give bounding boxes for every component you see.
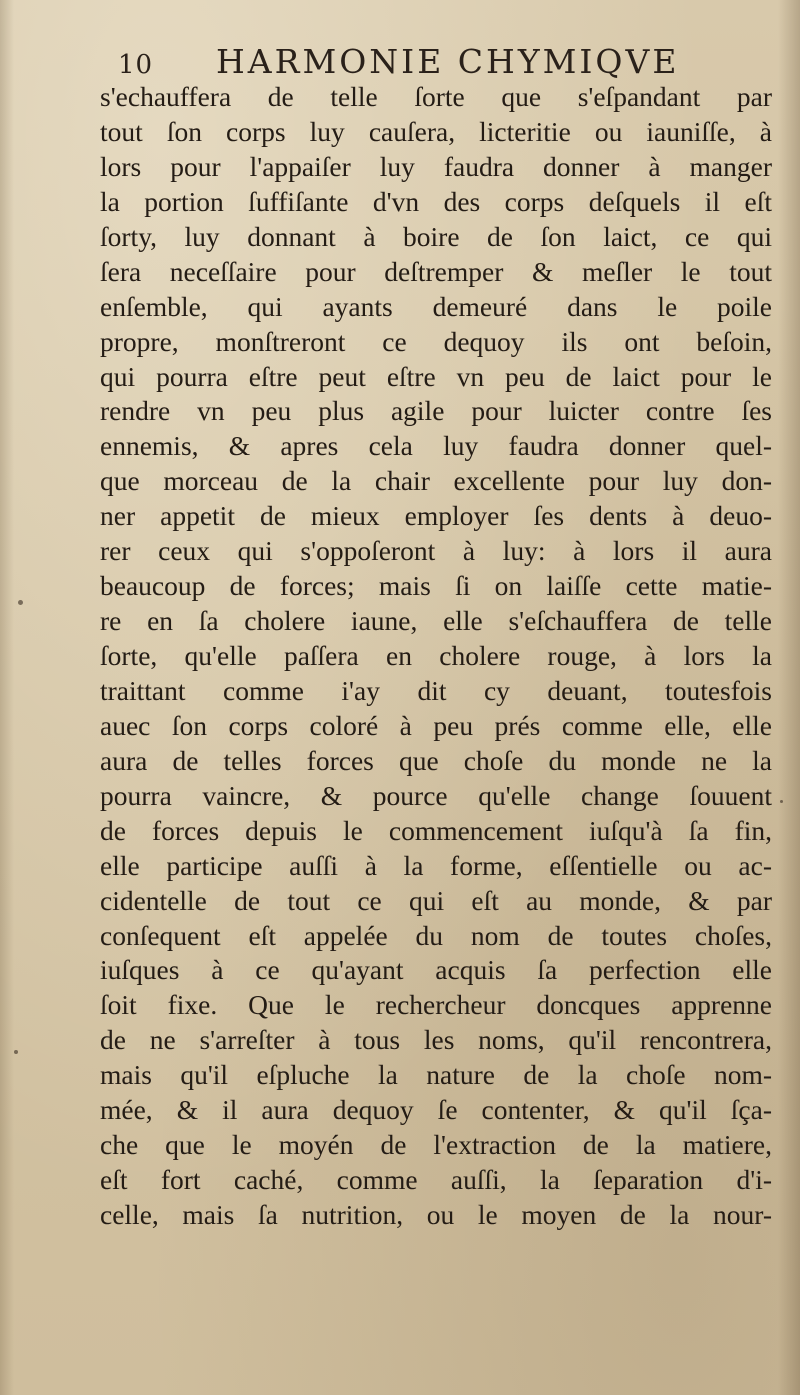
text-line: la portion ſuffiſante d'vn des corps deſquels il eſt	[100, 185, 772, 217]
text-line: mée, & il aura dequoy ſe contenter, & qu'il ſça-	[100, 1094, 772, 1126]
text-line: que morceau de la chair excellente pour luy don-	[100, 465, 772, 497]
text-line: iuſques à ce qu'ayant acquis ſa perfection elle	[100, 954, 772, 986]
ink-speck	[780, 800, 783, 803]
text-line: celle, mais ſa nutrition, ou le moyen de la nour-	[100, 1199, 772, 1230]
gutter-shadow	[0, 0, 14, 1395]
text-line: de ne s'arreſter à tous les noms, qu'il rencontrera,	[100, 1024, 772, 1056]
text-line: conſequent eſt appelée du nom de toutes choſes,	[100, 919, 772, 951]
text-line: eſt fort caché, comme auſſi, la ſeparation d'i-	[100, 1164, 772, 1196]
page-edge-shadow	[778, 0, 800, 1395]
body-text	[100, 80, 772, 1233]
text-line: che que le moyén de l'extraction de la matiere,	[100, 1129, 772, 1161]
text-line: ſera neceſſaire pour deſtremper & meſler le tout	[100, 255, 772, 287]
text-line: ſorty, luy donnant à boire de ſon laict, ce qui	[100, 220, 772, 252]
text-line: auec ſon corps coloré à peu prés comme elle, elle	[100, 709, 772, 741]
text-line: ſoit fixe. Que le rechercheur doncques apprenne	[100, 989, 772, 1021]
text-line: traittant comme i'ay dit cy deuant, toutesfois	[100, 674, 772, 706]
text-line: aura de telles forces que choſe du monde ne la	[100, 744, 772, 776]
text-line: re en ſa cholere iaune, elle s'eſchauffera de telle	[100, 605, 772, 637]
text-line: ennemis, & apres cela luy faudra donner quel-	[100, 430, 772, 462]
text-line: elle participe auſſi à la forme, eſſentielle ou ac-	[100, 849, 772, 881]
running-title: HARMONIE CHYMIQVE	[216, 42, 680, 81]
text-line: ſorte, qu'elle paſſera en cholere rouge, à lors la	[100, 640, 772, 671]
ink-speck	[18, 600, 23, 605]
ink-speck	[14, 1050, 18, 1054]
text-line: tout ſon corps luy cauſera, licteritie ou iauniſſe, à	[100, 115, 772, 147]
text-line: s'echauffera de telle ſorte que s'eſpandant par	[100, 81, 772, 112]
text-line: pourra vaincre, & pource qu'elle change ſouuent	[100, 779, 772, 811]
text-line: ner appetit de mieux employer ſes dents à deuo-	[100, 500, 772, 532]
text-line: beaucoup de forces; mais ſi on laiſſe cette matie-	[100, 570, 772, 602]
text-line: qui pourra eſtre peut eſtre vn peu de laict pour le	[100, 360, 772, 392]
text-line: rendre vn peu plus agile pour luicter contre ſes	[100, 395, 772, 427]
text-line: lors pour l'appaiſer luy faudra donner à manger	[100, 150, 772, 182]
text-line: rer ceux qui s'oppoſeront à luy: à lors il aura	[100, 535, 772, 567]
text-line: mais qu'il eſpluche la nature de la choſe nom-	[100, 1059, 772, 1091]
text-line: propre, monſtreront ce dequoy ils ont beſoin,	[100, 325, 772, 357]
text-line: enſemble, qui ayants demeuré dans le poile	[100, 290, 772, 322]
text-line: de forces depuis le commencement iuſqu'à ſa fin,	[100, 814, 772, 846]
text-line: cidentelle de tout ce qui eſt au monde, & par	[100, 884, 772, 916]
page-number: 10	[118, 50, 154, 80]
